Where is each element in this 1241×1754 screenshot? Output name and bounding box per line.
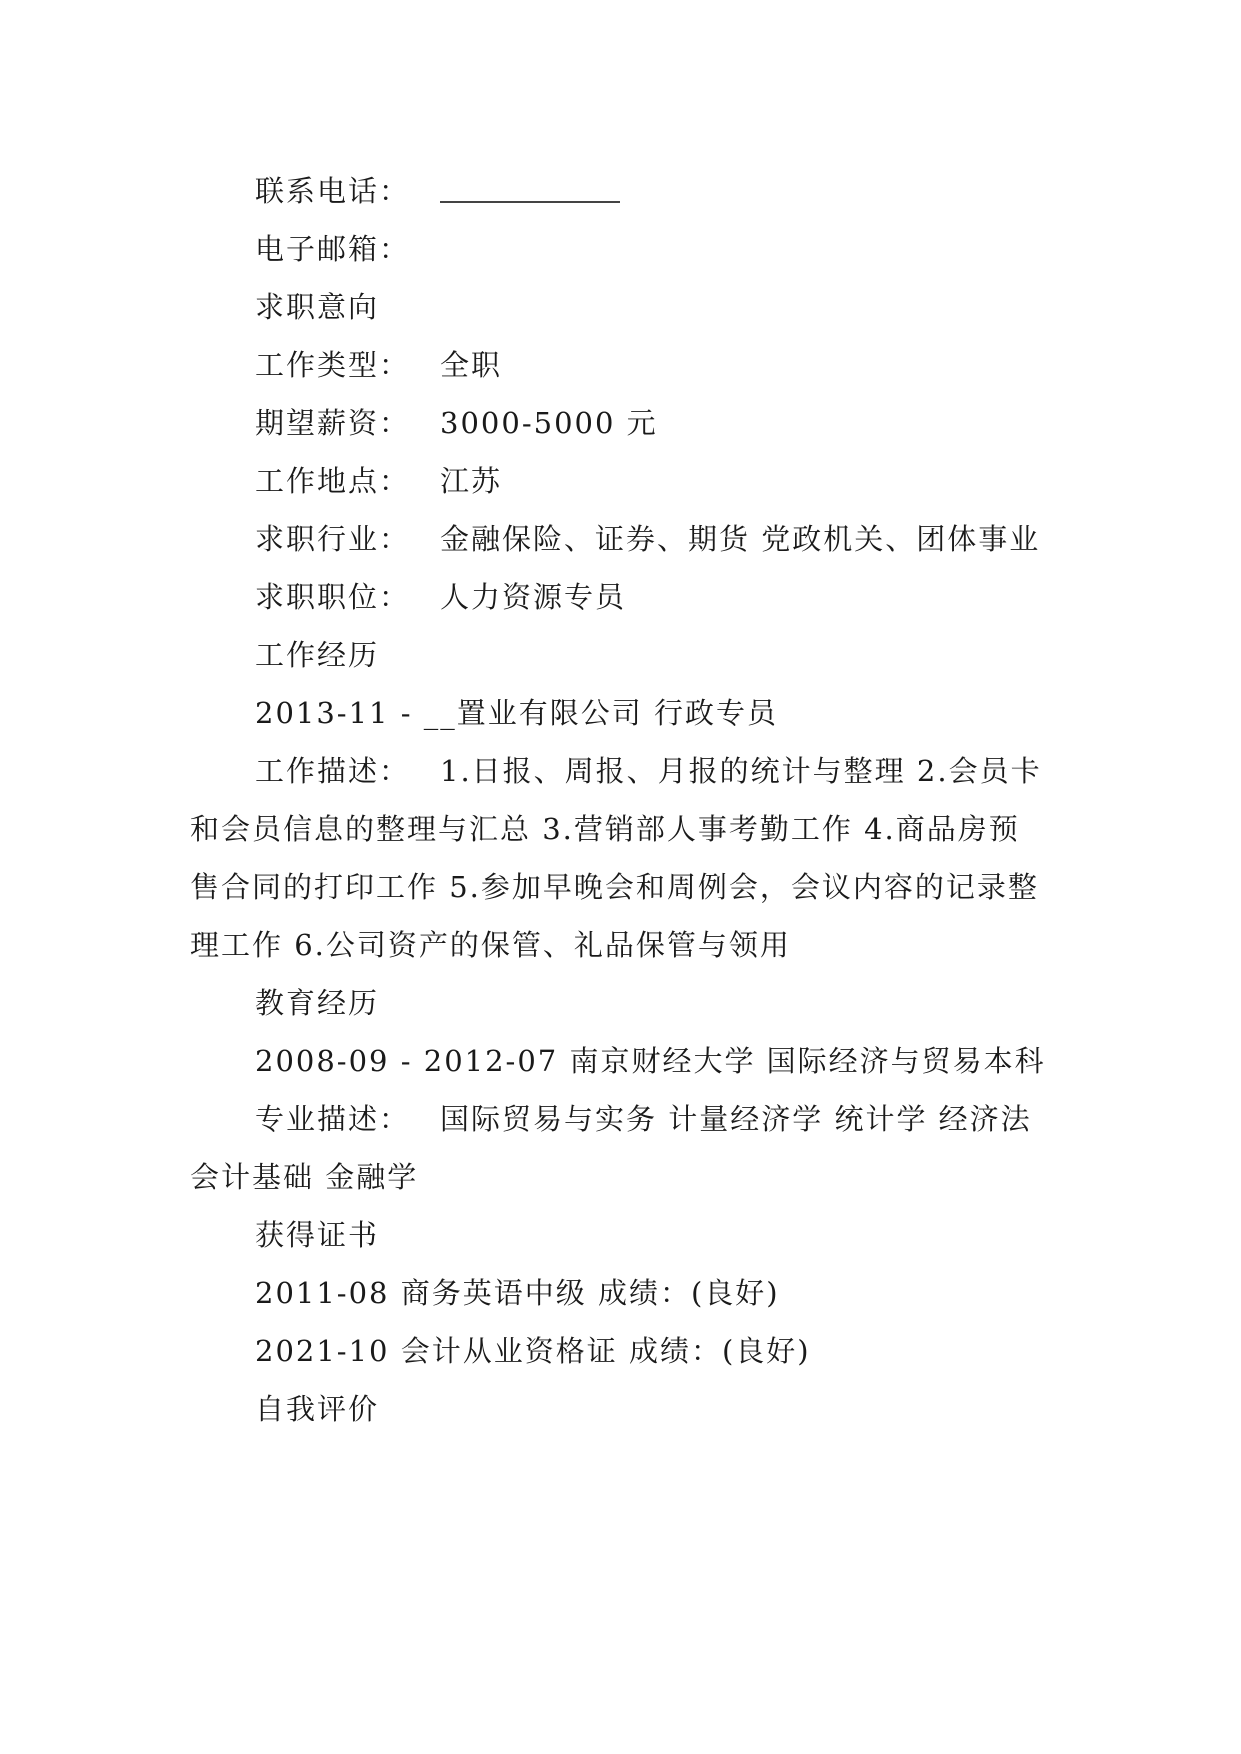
work-desc-value: 1.日报、周报、月报的统计与整理 2.会员卡和会员信息的整理与汇总 3.营销部人事考勤工作 4.商品房预售合同的打印工作 5.参加早晚会和周例会，会议内容的记录整理工作 6.公司资产的保管、礼品保管与领用 [190,754,1042,962]
certificates-heading: 获得证书 [255,1218,380,1252]
major-value: 国际贸易与实务 计量经济学 统计学 经济法 会计基础 金融学 [190,1102,1032,1194]
job-type-row [190,336,1050,394]
email-label: 电子邮箱： [255,232,411,266]
salary-row [190,394,1050,452]
certificate-item: 2021-10 会计从业资格证 成绩：(良好) [255,1334,811,1368]
major-label: 专业描述： [255,1102,411,1136]
phone-row [190,162,1050,220]
work-desc-row [190,742,1050,974]
location-row [190,452,1050,510]
work-desc-label: 工作描述： [255,754,411,788]
education-entry: 2008-09 - 2012-07 南京财经大学 国际经济与贸易本科 [255,1044,1046,1078]
salary-value: 3000-5000 元 [440,406,658,440]
industry-label: 求职行业： [255,522,411,556]
industry-value: 金融保险、证券、期货 党政机关、团体事业 [440,522,1041,556]
salary-label: 期望薪资： [255,406,411,440]
self-eval-heading: 自我评价 [255,1392,380,1426]
position-label: 求职职位： [255,580,411,614]
job-type-label: 工作类型： [255,348,411,382]
phone-label: 联系电话： [255,174,411,208]
work-heading: 工作经历 [255,638,380,672]
location-label: 工作地点： [255,464,411,498]
job-type-value: 全职 [440,348,503,382]
phone-blank [440,173,620,203]
position-row [190,568,1050,626]
certificate-item: 2011-08 商务英语中级 成绩：(良好) [255,1276,780,1310]
resume-content [190,162,1050,1438]
position-value: 人力资源专员 [440,580,627,614]
email-row [190,220,1050,278]
work-entry: 2013-11 - __置业有限公司 行政专员 [255,696,778,730]
industry-row [190,510,1050,568]
intent-heading: 求职意向 [255,290,380,324]
major-row [190,1090,1050,1206]
location-value: 江苏 [440,464,503,498]
education-heading: 教育经历 [255,986,380,1020]
